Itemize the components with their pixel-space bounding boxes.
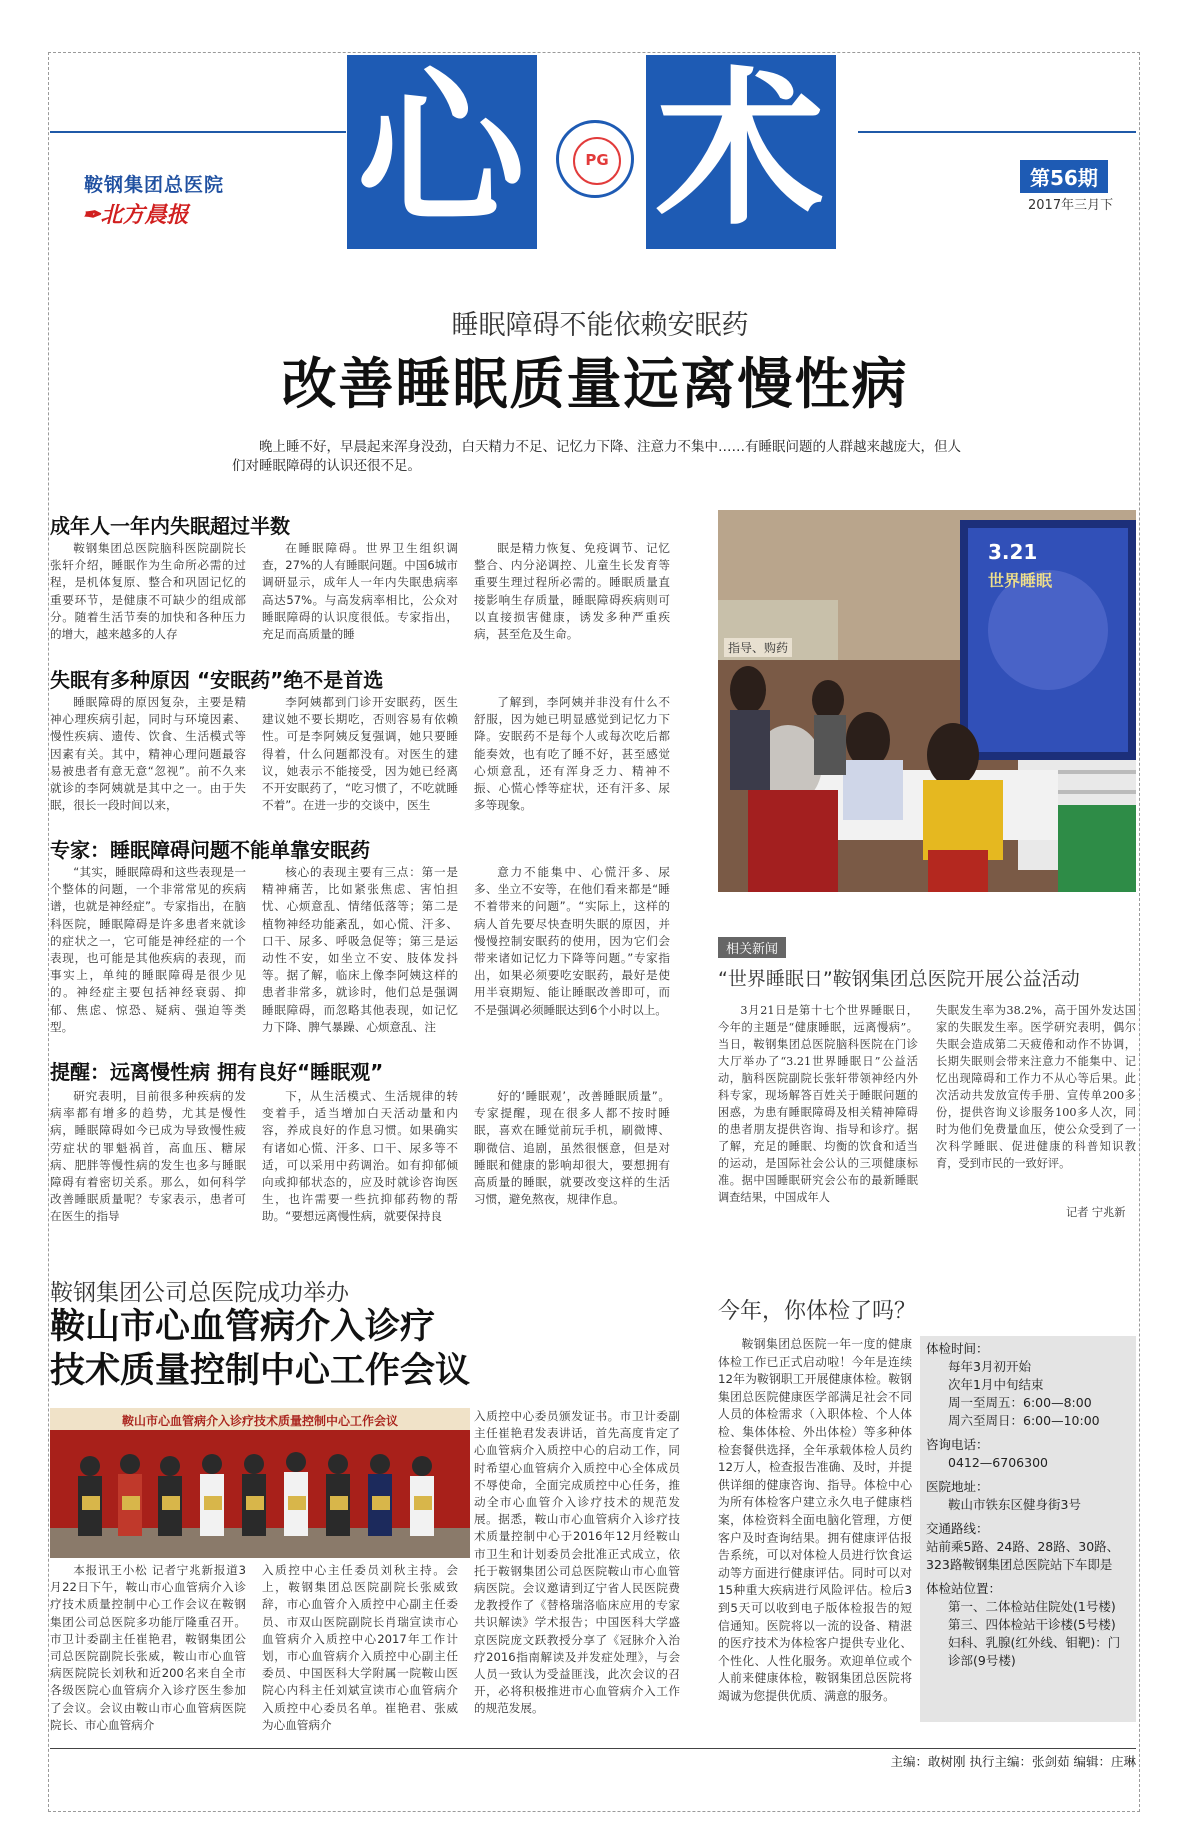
section-2-col-1: 睡眠障碍的原因复杂，主要是精神心理疾病引起，同时与环境因素、慢性疾病、遗传、饮食、生活模式等因素有关。其中，精神心理问题最容易被患者有意无意“忽视”。前不久来就诊的李阿姨就是其中之一。由于失眠，很长一段时间以来， (50, 695, 246, 813)
checkup-time-2: 次年1月中旬结束 (948, 1377, 1044, 1392)
partner-name: ✒北方晨报 (82, 202, 189, 228)
footer-rule (50, 1748, 1136, 1749)
checkup-info-box (920, 1336, 1136, 1722)
section-2-heading: 失眠有多种原因 “安眠药”绝不是首选 (50, 668, 384, 692)
related-news-title: “世界睡眠日”鞍钢集团总医院开展公益活动 (718, 968, 1080, 990)
section-2-col-3: 了解到，李阿姨并非没有什么不舒服，因为她已明显感觉到记忆力下降。安眠药不是每个人或每次吃后都能奏效，也有吃了睡不好，甚至感觉心烦意乱，还有浑身乏力、精神不振、心慌心悸等症状，还有汗多、尿多等现象。 (474, 695, 670, 813)
section-4-heading: 提醒：远离慢性病 拥有良好“睡眠观” (50, 1060, 384, 1084)
hospital-name: 鞍钢集团总医院 (84, 174, 225, 196)
section-3-col-2: 核心的表现主要有三点：第一是精神痛苦，比如紧张焦虑、害怕担忧、心烦意乱、情绪低落等；第二是植物神经功能紊乱，如心慌、汗多、口干、尿多、呼吸急促等；第三是运动性不安，如坐立不安、肢体发抖等。据了解，临床上像李阿姨这样的患者非常多，就诊时，他们总是强调睡眠障碍，而忽略其他表现，如记忆力下降、脾气暴躁、心烦意乱、注 (262, 865, 458, 1034)
title-block-right (646, 55, 836, 249)
checkup-phone: 0412—6706300 (948, 1455, 1048, 1470)
section-4-col-1: 研究表明，目前很多种疾病的发病率都有增多的趋势，尤其是慢性病，睡眠障碍如今已成为导致慢性疲劳症状的罪魁祸首，高血压、糖尿病、肥胖等慢性病的发生也多与睡眠障碍有着密切关系。那么，如何科学改善睡眠质量呢？专家表示，患者可在医生的指导 (50, 1089, 246, 1224)
screen-subtitle: 世界睡眠 (988, 571, 1053, 590)
section-1-col-1: 鞍钢集团总医院脑科医院副院长张轩介绍，睡眠作为生命所必需的过程，是机体复原、整合和巩固记忆的重要环节，是健康不可缺少的组成部分。随着生活节奏的加快和各种压力的增大，越来越多的人存 (50, 541, 246, 642)
checkup-time-label: 体检时间： (926, 1341, 989, 1356)
masthead-rule-right (858, 131, 1136, 133)
second-kicker: 鞍钢集团公司总医院成功举办 (50, 1280, 349, 1306)
section-1-col-2: 在睡眠障碍。世界卫生组织调查，27%的人有睡眠问题。中国6城市调研显示，成年人一年内失眠患病率高达57%。与高发病率相比，公众对睡眠障碍的认识度很低。专家指出，充足而高质量的睡 (262, 541, 458, 642)
section-3-col-1: “其实，睡眠障碍和这些表现是一个整体的问题，一个非常常见的疾病谱，也就是神经症”。专家指出，在脑科医院，睡眠障碍是许多患者来就诊的症状之一，它可能是神经症的一个表现，也可能是其他疾病的表现，而事实上，单纯的睡眠障碍是很少见的。神经症主要包括神经衰弱、抑郁、焦虑、惊恐、疑病、强迫等类型。 (50, 865, 246, 1034)
main-headline: 改善睡眠质量远离慢性病 (281, 352, 909, 416)
checkup-location-label: 体检站位置： (926, 1581, 1002, 1596)
section-3-heading: 专家：睡眠障碍问题不能单靠安眠药 (50, 838, 370, 862)
main-kicker: 睡眠障碍不能依赖安眠药 (451, 310, 749, 341)
issue-date: 2017年三月下 (1028, 198, 1114, 213)
related-news-reporter: 记者 宁兆新 (1066, 1206, 1126, 1219)
checkup-route: 站前乘5路、24路、28路、30路、323路鞍钢集团总医院站下车即是 (926, 1539, 1120, 1572)
main-lead: 晚上睡不好，早晨起来浑身没劲，白天精力不足、记忆力下降、注意力不集中……有睡眠问题的人群越来越庞大，但人们对睡眠障碍的认识还很不足。 (232, 439, 961, 474)
section-1-col-3: 眠是精力恢复、免疫调节、记忆整合、内分泌调控、儿童生长发育等重要生理过程所必需的。睡眠质量直接影响生存质量，睡眠障碍疾病则可以直接损害健康，诱发多种严重疾病，甚至危及生命。 (474, 541, 670, 642)
checkup-time-4: 周六至周日：6:00—10:00 (948, 1413, 1100, 1428)
issue-badge: 第56期 (1020, 160, 1108, 193)
second-col-3: 入质控中心委员颁发证书。市卫计委副主任崔艳君发表讲话，首先高度肯定了心血管病介入质控中心的启动工作，同时希望心血管病介入质控中心全体成员不辱使命，全面完成质控中心任务，推动全市心血管介入诊疗技术的规范发展。据悉，鞍山市心血管病介入诊疗技术质量控制中心于2016年12月经鞍山市卫生和计划委员会批准正式成立，依托于鞍钢集团公司总医院鞍山市心血管病医院。会议邀请到辽宁省人民医院费龙教授作了《替格瑞洛临床应用的专家共识解读》学术报告；中国医科大学盛京医院庞文跃教授分享了《冠脉介入治疗2016指南解读及并发症处理》，与会人员一致认为受益匪浅，此次会议的召开，必将积极推进市心血管病介入工作的规范发展。 (474, 1409, 680, 1716)
section-1-heading: 成年人一年内失眠超过半数 (50, 514, 290, 538)
title-char-1: 心 (357, 55, 525, 248)
meeting-photo-illustration (50, 1408, 470, 1558)
section-4-col-2: 下，从生活模式、生活规律的转变着手，适当增加白天活动量和内容，养成良好的作息习惯。如果确实有诸如心慌、汗多、口干、尿多等不适，可以采用中药调治。如有抑郁倾向或抑郁状态的，应及时就诊咨询医生，也许需要一些抗抑郁药物的帮助。“要想远离慢性病，就要保持良 (262, 1089, 458, 1224)
checkup-location-2: 第三、四体检站干诊楼(5号楼) (948, 1617, 1116, 1632)
banner-text: 指导、购药 (724, 638, 792, 657)
second-headline-line-1: 鞍山市心血管病介入诊疗 (50, 1307, 436, 1347)
section-2-col-2: 李阿姨都到门诊开安眠药，医生建议她不要长期吃，否则容易有依赖性。可是李阿姨反复强调，她只要睡得着，什么问题都没有。对医生的建议，她表示不能接受，因为她已经离不开安眠药了，“吃习惯了，不吃就睡不着”。在进一步的交谈中，医生 (262, 695, 458, 813)
checkup-address-label: 医院地址： (926, 1479, 989, 1494)
checkup-phone-label: 咨询电话： (926, 1437, 989, 1452)
second-col-2: 入质控中心主任委员刘秋主持。会上，鞍钢集团总医院副院长张威致辞，市心血管介入质控中心副主任委员、市双山医院副院长肖瑞宣读市心血管病介入质控中心2017年工作计划，市心血管病介入质控中心副主任委员、中国医科大学附属一院鞍山医院心内科主任刘斌宣读市心血管病介入质控中心委员名单。崔艳君、张威为心血管病介 (262, 1563, 458, 1732)
hospital-logo (556, 120, 634, 198)
screen-title: 3.21 (988, 540, 1038, 564)
meeting-photo (50, 1408, 470, 1558)
checkup-address: 鞍山市铁东区健身街3号 (948, 1497, 1081, 1512)
title-block-left (347, 55, 537, 249)
checkup-location-3: 妇科、乳腺(红外线、钼靶)：门诊部(9号楼) (948, 1635, 1121, 1668)
related-news-col-2: 失眠发生率为38.2%，高于国外发达国家的失眠发生率。医学研究表明，偶尔失眠会造成第二天疲倦和动作不协调，长期失眠则会带来注意力不能集中、记忆出现障碍和工作力不从心等后果。此次活动共发放宣传手册、宣传单200多份，提供咨询义诊服务100多人次，同时为他们免费量血压，使公众受到了一次科学睡眠、促进健康的科普知识教育，受到市民的一致好评。 (936, 1004, 1136, 1170)
title-char-2: 术 (656, 55, 824, 248)
checkup-title: 今年，你体检了吗？ (718, 1299, 917, 1324)
partner-logo-icon: ✒ (82, 202, 101, 228)
second-col-1: 本报讯王小松 记者宁兆新报道3月22日下午，鞍山市心血管病介入诊疗技术质量控制中心工作会议在鞍钢集团公司总医院多功能厅隆重召开。市卫计委副主任崔艳君，鞍钢集团公司总医院副院长张威，鞍山市心血管病医院院长刘秋和近200名来自全市各级医院心血管病介入诊疗医生参加了会议。会议由鞍山市心血管病医院院长、市心血管病介 (50, 1563, 246, 1732)
section-3-col-3: 意力不能集中、心慌汗多、尿多、坐立不安等，在他们看来都是“睡不着带来的问题”。“实际上，这样的病人首先要尽快查明失眠的原因，并慢慢控制安眠药的使用，因为它们会带来诸如记忆力下降等问题。”专家指出，如果必须要吃安眠药，最好是使用半衰期短、能让睡眠改善即可，而不是强调必须睡眠达到6个小时以上。 (474, 865, 670, 1017)
second-headline-line-2: 技术质量控制中心工作会议 (50, 1351, 471, 1391)
event-photo-illustration (718, 510, 1136, 892)
related-news-tag: 相关新闻 (718, 937, 786, 958)
masthead-rule-left (50, 131, 346, 133)
checkup-time-1: 每年3月初开始 (948, 1359, 1031, 1374)
event-photo (718, 510, 1136, 892)
checkup-time-3: 周一至周五：6:00—8:00 (948, 1395, 1092, 1410)
related-news-col-1: 3月21日是第十七个世界睡眠日，今年的主题是“健康睡眠，远离慢病”。当日，鞍钢集团总医院脑科医院在门诊大厅举办了“3.21世界睡眠日”公益活动，脑科医院副院长张轩带领神经内外科专家，现场解答百姓关于睡眠问题的困惑，为患有睡眠障碍及相关精神障碍的患者朋友提供咨询、指导和诊疗。据了解，充足的睡眠、均衡的饮食和适当的运动，是国际社会公认的三项健康标准。据中国睡眠研究会公布的最新睡眠调查结果，中国成年人 (718, 1004, 918, 1204)
checkup-route-label: 交通路线： (926, 1521, 989, 1536)
checkup-location-1: 第一、二体检站住院处(1号楼) (948, 1599, 1116, 1614)
footer-credits: 主编：敢树刚 执行主编：张剑茹 编辑：庄琳 (890, 1754, 1136, 1769)
meeting-banner: 鞍山市心血管病介入诊疗技术质量控制中心工作会议 (121, 1414, 398, 1428)
section-4-col-3: 好的‘睡眠观’，改善睡眠质量”。专家提醒，现在很多人都不按时睡眠，喜欢在睡觉前玩手机，刷微博、聊微信、追剧，虽然很惬意，但是对睡眠和健康的影响却很大，要想拥有高质量的睡眠，就要改变这样的生活习惯，避免熬夜，规律作息。 (474, 1089, 670, 1207)
checkup-body: 鞍钢集团总医院一年一度的健康体检工作已正式启动啦！今年是连续12年为鞍钢职工开展健康体检。鞍钢集团总医院健康医学部满足社会不同人员的体检需求（入职体检、个人体检、集体体检、外出体检）等多种体检套餐供选择，全年承载体检人员约12万人，检查报告准确、及时，并提供详细的健康咨询、指导。体检中心为所有体检客户建立永久电子健康档案，体检资料全面电脑化管理，方便客户及时查询结果。拥有健康评估报告系统，可以对体检人员进行饮食运动等方面进行健康评估。同时可以对15种重大疾病进行风险评估。检后3到5天可以收到电子版体检报告的短信通知。医院将以一流的设备、精湛的医疗技术为体检客户提供专业化、个性化、人性化服务。欢迎单位或个人前来健康体检，鞍钢集团总医院将竭诚为您提供优质、满意的服务。 (718, 1337, 912, 1703)
logo-text: PG (585, 151, 609, 169)
